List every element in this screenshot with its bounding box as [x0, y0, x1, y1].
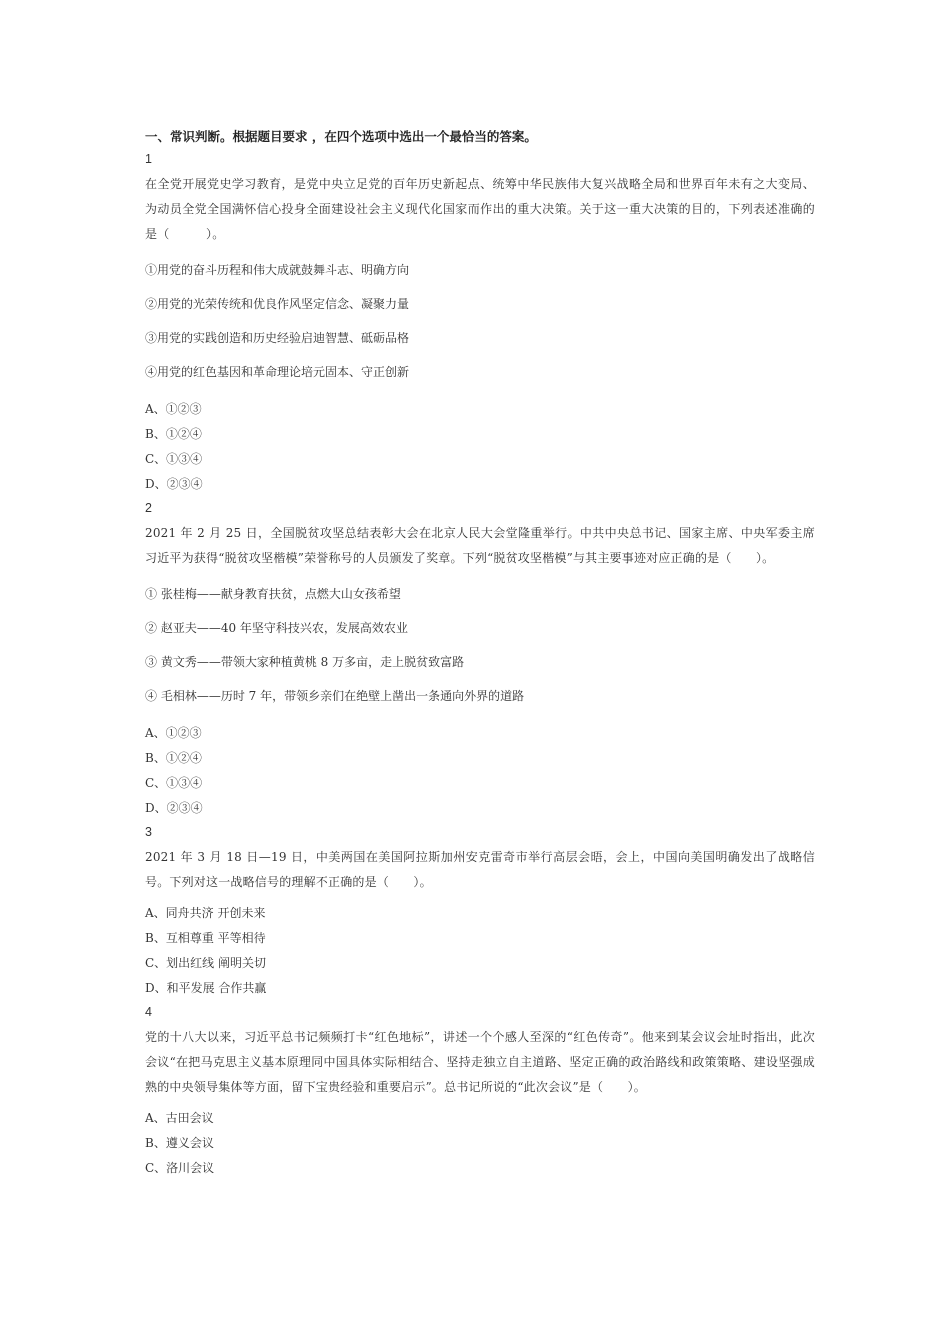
- answer-option-c: C、①③④: [145, 452, 203, 466]
- statement-item: ① 张桂梅——献身教育扶贫，点燃大山女孩希望: [145, 587, 401, 601]
- answer-option-a: A、①②③: [145, 402, 202, 416]
- question-stem: 2021 年 3 月 18 日—19 日，中美两国在美国阿拉斯加州安克雷奇市举行高层会晤，会上，中国向美国明确发出了战略信号。下列对这一战略信号的理解不正确的是（ ）。: [145, 850, 815, 889]
- answer-option-b: B、互相尊重 平等相待: [145, 931, 266, 945]
- question-number: 2: [145, 501, 152, 515]
- answer-option-a: A、古田会议: [145, 1111, 214, 1125]
- answer-option-c: C、洛川会议: [145, 1161, 215, 1175]
- question-number: 4: [145, 1005, 152, 1019]
- statement-item: ④ 毛相林——历时 7 年，带领乡亲们在绝壁上凿出一条通向外界的道路: [145, 689, 525, 703]
- statement-item: ③用党的实践创造和历史经验启迪智慧、砥砺品格: [145, 331, 410, 345]
- question-4: [145, 1001, 815, 1181]
- exam-page: [145, 126, 815, 1181]
- answer-option-d: D、②③④: [145, 801, 203, 815]
- statement-item: ③ 黄文秀——带领大家种植黄桃 8 万多亩，走上脱贫致富路: [145, 655, 465, 669]
- question-number: 3: [145, 825, 152, 839]
- question-stem: 党的十八大以来，习近平总书记频频打卡“红色地标”，讲述一个个感人至深的“红色传奇”。他来到某会议会址时指出，此次会议“在把马克思主义基本原理同中国具体实际相结合、坚持走独立自主道路、坚定正确的政治路线和政策策略、建设坚强成熟的中央领导集体等方面，留下宝贵经验和重要启示”。总书记所说的“此次会议”是（ ）。: [145, 1030, 815, 1094]
- answer-option-d: D、②③④: [145, 477, 203, 491]
- answer-option-c: C、①③④: [145, 776, 203, 790]
- question-number: 1: [145, 152, 152, 166]
- question-stem: 2021 年 2 月 25 日，全国脱贫攻坚总结表彰大会在北京人民大会堂隆重举行。中共中央总书记、国家主席、中央军委主席习近平为获得“脱贫攻坚楷模”荣誉称号的人员颁发了奖章。下列“脱贫攻坚楷模”与其主要事迹对应正确的是（ ）。: [145, 526, 815, 565]
- statement-item: ④用党的红色基因和革命理论培元固本、守正创新: [145, 365, 410, 379]
- answer-option-b: B、①②④: [145, 427, 202, 441]
- statement-item: ② 赵亚夫——40 年坚守科技兴农，发展高效农业: [145, 621, 408, 635]
- question-stem: 在全党开展党史学习教育，是党中央立足党的百年历史新起点、统筹中华民族伟大复兴战略全局和世界百年未有之大变局、为动员全党全国满怀信心投身全面建设社会主义现代化国家而作出的重大决策。关于这一重大决策的目的，下列表述准确的是（ ）。: [145, 177, 815, 241]
- question-1: [145, 148, 815, 497]
- statement-item: ①用党的奋斗历程和伟大成就鼓舞斗志、明确方向: [145, 263, 410, 277]
- answer-option-c: C、划出红线 阐明关切: [145, 956, 266, 970]
- section-heading: 一、常识判断。根据题目要求 ，在四个选项中选出一个最恰当的答案。: [145, 129, 537, 144]
- answer-option-a: A、同舟共济 开创未来: [145, 906, 266, 920]
- answer-option-b: B、遵义会议: [145, 1136, 214, 1150]
- answer-option-d: D、和平发展 合作共赢: [145, 981, 267, 995]
- question-2: [145, 497, 815, 821]
- statement-item: ②用党的光荣传统和优良作风坚定信念、凝聚力量: [145, 297, 410, 311]
- answer-option-b: B、①②④: [145, 751, 202, 765]
- question-3: [145, 821, 815, 1001]
- answer-option-a: A、①②③: [145, 726, 202, 740]
